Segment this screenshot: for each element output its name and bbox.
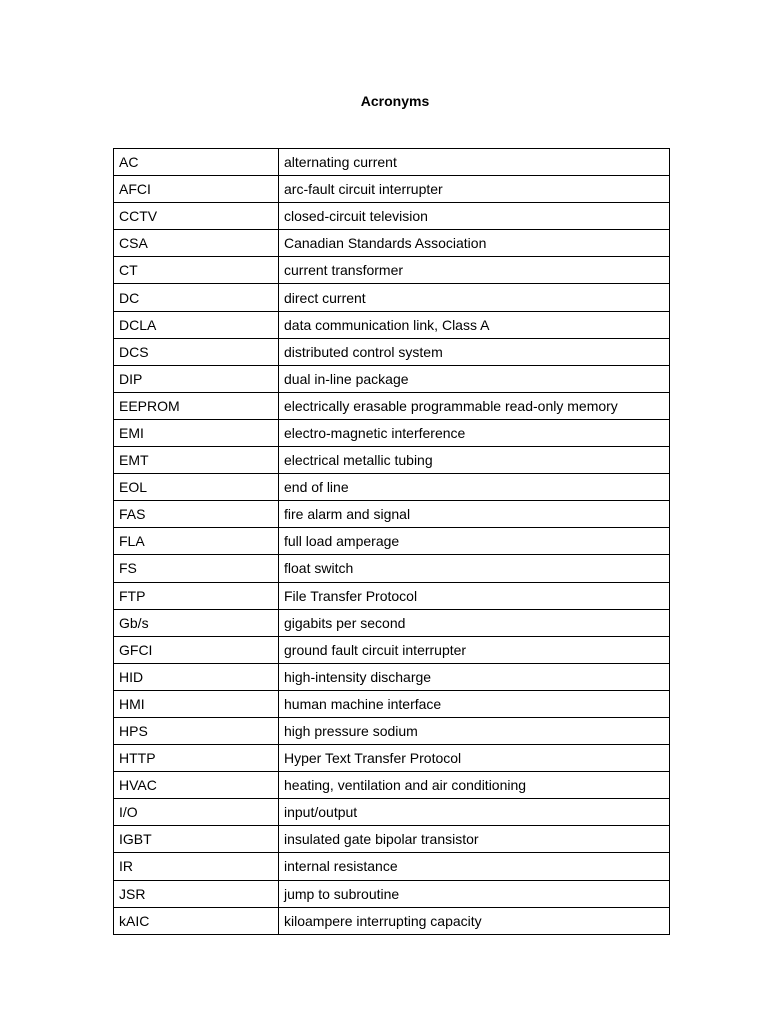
meaning-cell: data communication link, Class A [279, 311, 670, 338]
table-row [114, 284, 670, 311]
acronym-cell: CCTV [114, 203, 279, 230]
table-row [114, 772, 670, 799]
acronym-cell: HID [114, 663, 279, 690]
table-row [114, 501, 670, 528]
acronym-cell: CT [114, 257, 279, 284]
table-row [114, 311, 670, 338]
table-row [114, 880, 670, 907]
meaning-cell: fire alarm and signal [279, 501, 670, 528]
meaning-cell: human machine interface [279, 690, 670, 717]
table-row [114, 799, 670, 826]
meaning-cell: electrically erasable programmable read-only memory [279, 392, 670, 419]
meaning-cell: input/output [279, 799, 670, 826]
meaning-cell: internal resistance [279, 853, 670, 880]
table-row [114, 609, 670, 636]
page-title: Acronyms [360, 93, 430, 109]
table-row [114, 447, 670, 474]
acronym-cell: HPS [114, 717, 279, 744]
table-row [114, 826, 670, 853]
acronym-cell: IR [114, 853, 279, 880]
acronym-cell: DCLA [114, 311, 279, 338]
table-row [114, 365, 670, 392]
table-row [114, 853, 670, 880]
acronym-cell: kAIC [114, 907, 279, 934]
meaning-cell: gigabits per second [279, 609, 670, 636]
meaning-cell: distributed control system [279, 338, 670, 365]
acronym-cell: FTP [114, 582, 279, 609]
meaning-cell: Hyper Text Transfer Protocol [279, 745, 670, 772]
meaning-cell: heating, ventilation and air conditioning [279, 772, 670, 799]
acronym-cell: I/O [114, 799, 279, 826]
meaning-cell: File Transfer Protocol [279, 582, 670, 609]
acronym-cell: GFCI [114, 636, 279, 663]
table-row [114, 636, 670, 663]
table-row [114, 528, 670, 555]
acronym-cell: IGBT [114, 826, 279, 853]
acronym-cell: EOL [114, 474, 279, 501]
acronym-cell: EMT [114, 447, 279, 474]
acronym-cell: HMI [114, 690, 279, 717]
acronym-cell: CSA [114, 230, 279, 257]
acronym-cell: HTTP [114, 745, 279, 772]
meaning-cell: Canadian Standards Association [279, 230, 670, 257]
table-row [114, 907, 670, 934]
meaning-cell: dual in-line package [279, 365, 670, 392]
acronym-cell: DIP [114, 365, 279, 392]
acronym-cell: EEPROM [114, 392, 279, 419]
table-row [114, 338, 670, 365]
meaning-cell: high pressure sodium [279, 717, 670, 744]
meaning-cell: electro-magnetic interference [279, 419, 670, 446]
acronym-cell: FS [114, 555, 279, 582]
acronym-table-body [114, 149, 670, 935]
meaning-cell: insulated gate bipolar transistor [279, 826, 670, 853]
acronym-table [113, 148, 670, 935]
acronym-cell: HVAC [114, 772, 279, 799]
table-row [114, 257, 670, 284]
table-row [114, 230, 670, 257]
acronym-cell: DC [114, 284, 279, 311]
meaning-cell: direct current [279, 284, 670, 311]
meaning-cell: full load amperage [279, 528, 670, 555]
meaning-cell: end of line [279, 474, 670, 501]
acronym-cell: FAS [114, 501, 279, 528]
meaning-cell: high-intensity discharge [279, 663, 670, 690]
meaning-cell: closed-circuit television [279, 203, 670, 230]
acronym-cell: DCS [114, 338, 279, 365]
table-row [114, 582, 670, 609]
meaning-cell: arc-fault circuit interrupter [279, 176, 670, 203]
table-row [114, 419, 670, 446]
acronym-cell: Gb/s [114, 609, 279, 636]
acronym-cell: EMI [114, 419, 279, 446]
meaning-cell: electrical metallic tubing [279, 447, 670, 474]
table-row [114, 745, 670, 772]
acronym-cell: AFCI [114, 176, 279, 203]
acronym-cell: JSR [114, 880, 279, 907]
table-row [114, 663, 670, 690]
meaning-cell: float switch [279, 555, 670, 582]
table-row [114, 474, 670, 501]
meaning-cell: kiloampere interrupting capacity [279, 907, 670, 934]
meaning-cell: current transformer [279, 257, 670, 284]
meaning-cell: ground fault circuit interrupter [279, 636, 670, 663]
table-row [114, 717, 670, 744]
table-row [114, 203, 670, 230]
acronym-cell: AC [114, 149, 279, 176]
meaning-cell: jump to subroutine [279, 880, 670, 907]
acronym-cell: FLA [114, 528, 279, 555]
meaning-cell: alternating current [279, 149, 670, 176]
table-row [114, 555, 670, 582]
table-row [114, 392, 670, 419]
table-row [114, 176, 670, 203]
table-row [114, 690, 670, 717]
table-row [114, 149, 670, 176]
